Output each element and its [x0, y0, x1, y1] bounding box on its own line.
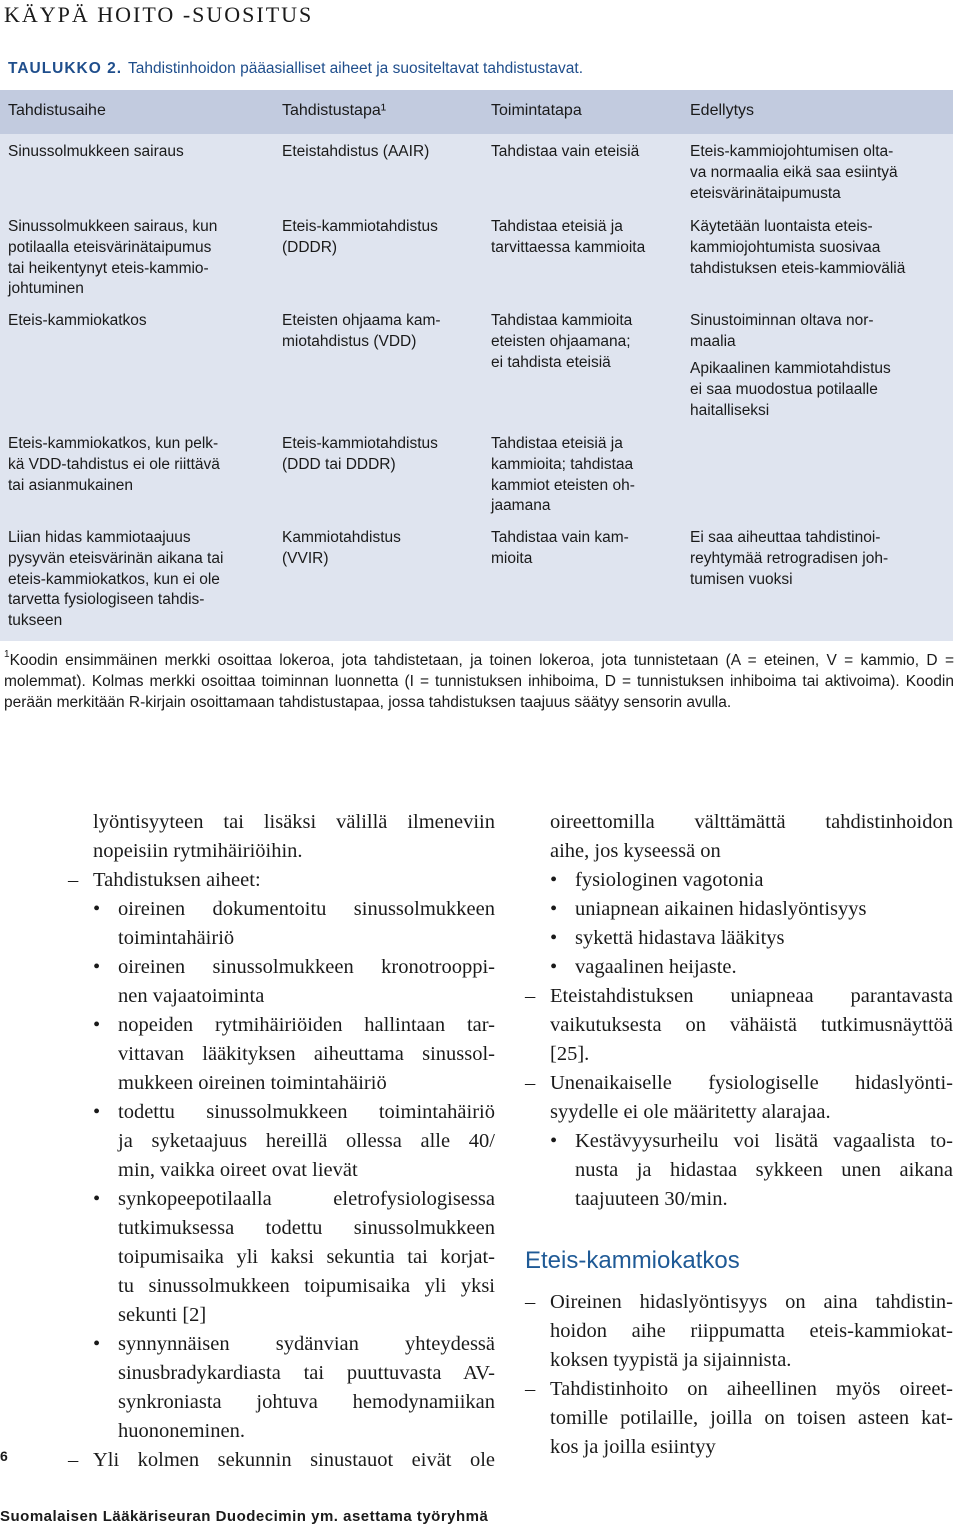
text-line — [525, 1156, 953, 1185]
line-text: toimintahäiriö — [118, 927, 235, 949]
header-indication: Tahdistusaihe — [8, 102, 106, 119]
bullet-item-line — [525, 924, 953, 953]
dash-marker: – — [68, 869, 79, 891]
text-line — [68, 837, 495, 866]
table-footnote — [4, 650, 954, 713]
page-number: 6 — [0, 1448, 8, 1464]
dash-marker: – — [525, 985, 536, 1007]
line-text: oireettomilla välttämättä tahdistinhoidon — [550, 811, 953, 833]
line-text: synnynnäisen sydänvian yhteydessä — [118, 1333, 495, 1355]
line-text: uniapnean aikainen hidaslyöntisyys — [575, 898, 867, 920]
header-requirement: Edellytys — [690, 102, 755, 119]
section-heading: Eteis-kammiokatkos — [525, 1247, 740, 1274]
line-text: taajuuteen 30/min. — [575, 1188, 728, 1210]
bullet-marker: • — [550, 1130, 558, 1152]
line-text: toipumisaika yli kaksi sekuntia tai korjat- — [118, 1246, 495, 1268]
dash-item-line — [68, 866, 495, 895]
row-operation: Tahdistaa vain eteisiä — [491, 143, 640, 160]
bullet-item-line — [68, 1185, 495, 1214]
text-line — [525, 1185, 953, 1214]
bullet-marker: • — [550, 898, 558, 920]
bullet-marker: • — [550, 927, 558, 949]
line-text: sykettä hidastava lääkitys — [575, 927, 785, 949]
dash-marker: – — [68, 1449, 79, 1471]
row-requirement: Käytetään luontaista eteis- kammiojohtumista suosivaa tahdistuksen eteis-kammioväliä — [690, 218, 906, 277]
row-indication: Liian hidas kammiotaajuus pysyvän eteisvärinän aikana tai eteis-kammiokatkos, kun ei ole tarvetta fysiologiseen tahdis- tukseen — [8, 529, 224, 630]
bullet-item-line — [525, 895, 953, 924]
table-caption-label: TAULUKKO 2. — [8, 60, 123, 77]
line-text: synkroniasta johtuva hemodynamiikan — [118, 1391, 495, 1413]
bullet-marker: • — [550, 869, 558, 891]
bullet-marker: • — [93, 1333, 101, 1355]
bullet-marker: • — [93, 1188, 101, 1210]
line-text: Tahdistinhoito on aiheellinen myös oireet- — [550, 1378, 953, 1400]
text-line — [525, 1098, 953, 1127]
dash-marker: – — [525, 1378, 536, 1400]
bullet-item-line — [525, 1127, 953, 1156]
line-text: ja syketaajuus hereillä ollessa alle 40/ — [118, 1130, 495, 1152]
row-operation: Tahdistaa eteisiä ja kammioita; tahdistaa kammiot eteisten oh- jaamana — [491, 435, 635, 515]
line-text: huononeminen. — [118, 1420, 245, 1442]
text-line — [68, 1069, 495, 1098]
line-text: nopeisiin rytmihäiriöihin. — [93, 840, 303, 862]
row-requirement-extra: Apikaalinen kammiotahdistus ei saa muodostua potilaalle haitalliseksi — [690, 360, 891, 419]
bullet-marker: • — [93, 1014, 101, 1036]
text-line — [68, 1127, 495, 1156]
table-caption-text: Tahdistinhoidon pääasialliset aiheet ja suositeltavat tahdistustavat. — [128, 60, 584, 77]
text-line — [68, 1243, 495, 1272]
text-line — [68, 808, 495, 837]
bullet-marker: • — [550, 956, 558, 978]
line-text: sinusbradykardiasta tai puuttuvasta AV- — [118, 1362, 495, 1384]
text-line — [525, 808, 953, 837]
dash-item-line — [68, 1446, 495, 1475]
text-line — [68, 1417, 495, 1446]
dash-marker: – — [525, 1291, 536, 1313]
table-caption — [8, 60, 583, 78]
text-line — [68, 1272, 495, 1301]
row-requirement: Sinustoiminnan oltava nor- maalia — [690, 312, 874, 350]
bullet-item-line — [68, 953, 495, 982]
text-line — [68, 1301, 495, 1330]
row-mode: Eteisten ohjaama kam- miotahdistus (VDD) — [282, 312, 441, 350]
text-line — [68, 1359, 495, 1388]
line-text: syydelle ei ole määritetty alarajaa. — [550, 1101, 831, 1123]
footnote-marker: 1 — [4, 649, 10, 660]
bullet-marker: • — [93, 1101, 101, 1123]
text-line — [525, 1317, 953, 1346]
dash-item-line — [525, 982, 953, 1011]
dash-item-line — [525, 1069, 953, 1098]
line-text: nusta ja hidastaa sykkeen unen aikana — [575, 1159, 953, 1181]
line-text: nopeiden rytmihäiriöiden hallintaan tar- — [118, 1014, 495, 1036]
line-text: Tahdistuksen aiheet: — [93, 869, 261, 891]
dash-item-line — [525, 1375, 953, 1404]
line-text: Unenaikaiselle fysiologiselle hidaslyönti- — [550, 1072, 953, 1094]
line-text: vaikutuksesta on vähäistä tutkimusnäyttöä — [550, 1014, 953, 1036]
line-text: kos ja joilla esiintyy — [550, 1436, 716, 1458]
line-text: tomille potilaille, joilla on toisen asteen kat- — [550, 1407, 953, 1429]
body-column-left — [68, 808, 495, 1475]
row-requirement: Eteis-kammiojohtumisen olta- va normaalia eikä saa esiintyä eteisvärinätaipumusta — [690, 143, 898, 202]
row-operation: Tahdistaa eteisiä ja tarvittaessa kammioita — [491, 218, 646, 256]
line-text: oireinen sinussolmukkeen kronotrooppi- — [118, 956, 495, 978]
line-text: min, vaikka oireet ovat lievät — [118, 1159, 358, 1181]
line-text: koksen tyypistä ja sijainnista. — [550, 1349, 792, 1371]
line-text: lyöntisyyteen tai lisäksi välillä ilmeneviin — [93, 811, 495, 833]
bullet-marker: • — [93, 898, 101, 920]
row-mode: Eteis-kammiotahdistus (DDDR) — [282, 218, 438, 256]
pacing-table — [0, 90, 953, 641]
text-line — [525, 1433, 953, 1462]
page-footer: Suomalaisen Lääkäriseuran Duodecimin ym. asettama työryhmä — [0, 1508, 489, 1525]
row-mode: Eteis-kammiotahdistus (DDD tai DDDR) — [282, 435, 438, 473]
text-line — [68, 924, 495, 953]
text-line — [525, 1346, 953, 1375]
header-operation: Toimintatapa — [491, 102, 582, 119]
line-text: Yli kolmen sekunnin sinustauot eivät ole — [93, 1449, 495, 1471]
line-text: vagaalinen heijaste. — [575, 956, 737, 978]
document-header: KÄYPÄ HOITO -SUOSITUS — [4, 2, 314, 27]
line-text: aihe, jos kyseessä on — [550, 840, 721, 862]
line-text: oireinen dokumentoitu sinussolmukkeen — [118, 898, 495, 920]
text-line — [68, 1156, 495, 1185]
body-column-right — [525, 808, 953, 1462]
line-text: mukkeen oireinen toimintahäiriö — [118, 1072, 387, 1094]
row-indication: Eteis-kammiokatkos — [8, 312, 147, 329]
line-text: todettu sinussolmukkeen toimintahäiriö — [118, 1101, 495, 1123]
line-text: Kestävyysurheilu voi lisätä vagaalista to- — [575, 1130, 953, 1152]
text-line — [68, 1214, 495, 1243]
line-text: nen vajaatoiminta — [118, 985, 265, 1007]
text-line — [525, 1040, 953, 1069]
row-requirement: Ei saa aiheuttaa tahdistinoi- reyhtymää retrogradisen joh- tumisen vuoksi — [690, 529, 889, 588]
row-mode: Kammiotahdistus (VVIR) — [282, 529, 401, 567]
text-line — [68, 1388, 495, 1417]
bullet-marker: • — [93, 956, 101, 978]
bullet-item-line — [525, 953, 953, 982]
text-line — [525, 837, 953, 866]
line-text: tu sinussolmukkeen toipumisaika yli yksi — [118, 1275, 495, 1297]
text-line — [525, 1011, 953, 1040]
bullet-item-line — [68, 895, 495, 924]
right-column-text — [525, 808, 953, 1214]
header-mode: Tahdistustapa¹ — [282, 102, 387, 119]
line-text: [25]. — [550, 1043, 590, 1065]
footnote-text: Koodin ensimmäinen merkki osoittaa lokeroa, jota tahdistetaan, ja toinen lokeroa, jota tunnistetaan (A = eteinen, V = kammio, D = molemmat). Kolmas merkki osoittaa toiminnan luonnetta (I = tunnistuksen inhiboima, D = tunnistuksen inhiboima tai aktivoima). Koodin perään merkitään R-kirjain osoittamaan tahdistustapaa, jossa tahdistuksen taajuus säätyy sensorin avulla. — [4, 652, 954, 711]
dash-marker: – — [525, 1072, 536, 1094]
line-text: Oireinen hidaslyöntisyys on aina tahdistin- — [550, 1291, 953, 1313]
row-operation: Tahdistaa kammioita eteisten ohjaamana; ei tahdista eteisiä — [491, 312, 633, 371]
bullet-item-line — [525, 866, 953, 895]
text-line — [68, 1040, 495, 1069]
text-line — [68, 982, 495, 1011]
line-text: Eteistahdistuksen uniapneaa parantavasta — [550, 985, 953, 1007]
row-mode: Eteistahdistus (AAIR) — [282, 143, 430, 160]
line-text: vittavan lääkityksen aiheuttama sinussol- — [118, 1043, 495, 1065]
row-indication: Eteis-kammiokatkos, kun pelk- kä VDD-tahdistus ei ole riittävä tai asianmukainen — [8, 435, 220, 494]
table-header-row — [0, 90, 953, 134]
line-text: hoidon aihe riippumatta eteis-kammiokat- — [550, 1320, 953, 1342]
line-text: fysiologinen vagotonia — [575, 869, 764, 891]
row-indication: Sinussolmukkeen sairaus — [8, 143, 184, 160]
text-line — [525, 1404, 953, 1433]
bullet-item-line — [68, 1098, 495, 1127]
line-text: synkopeepotilaalla eletrofysiologisessa — [118, 1188, 495, 1210]
line-text: sekunti [2] — [118, 1304, 207, 1326]
bullet-item-line — [68, 1330, 495, 1359]
bullet-item-line — [68, 1011, 495, 1040]
dash-item-line — [525, 1288, 953, 1317]
row-indication: Sinussolmukkeen sairaus, kun potilaalla eteisvärinätaipumus tai heikentynyt eteis-kammio- johtuminen — [8, 218, 218, 298]
section-text — [525, 1288, 953, 1462]
row-operation: Tahdistaa vain kam- mioita — [491, 529, 629, 567]
line-text: tutkimuksessa todettu sinussolmukkeen — [118, 1217, 495, 1239]
